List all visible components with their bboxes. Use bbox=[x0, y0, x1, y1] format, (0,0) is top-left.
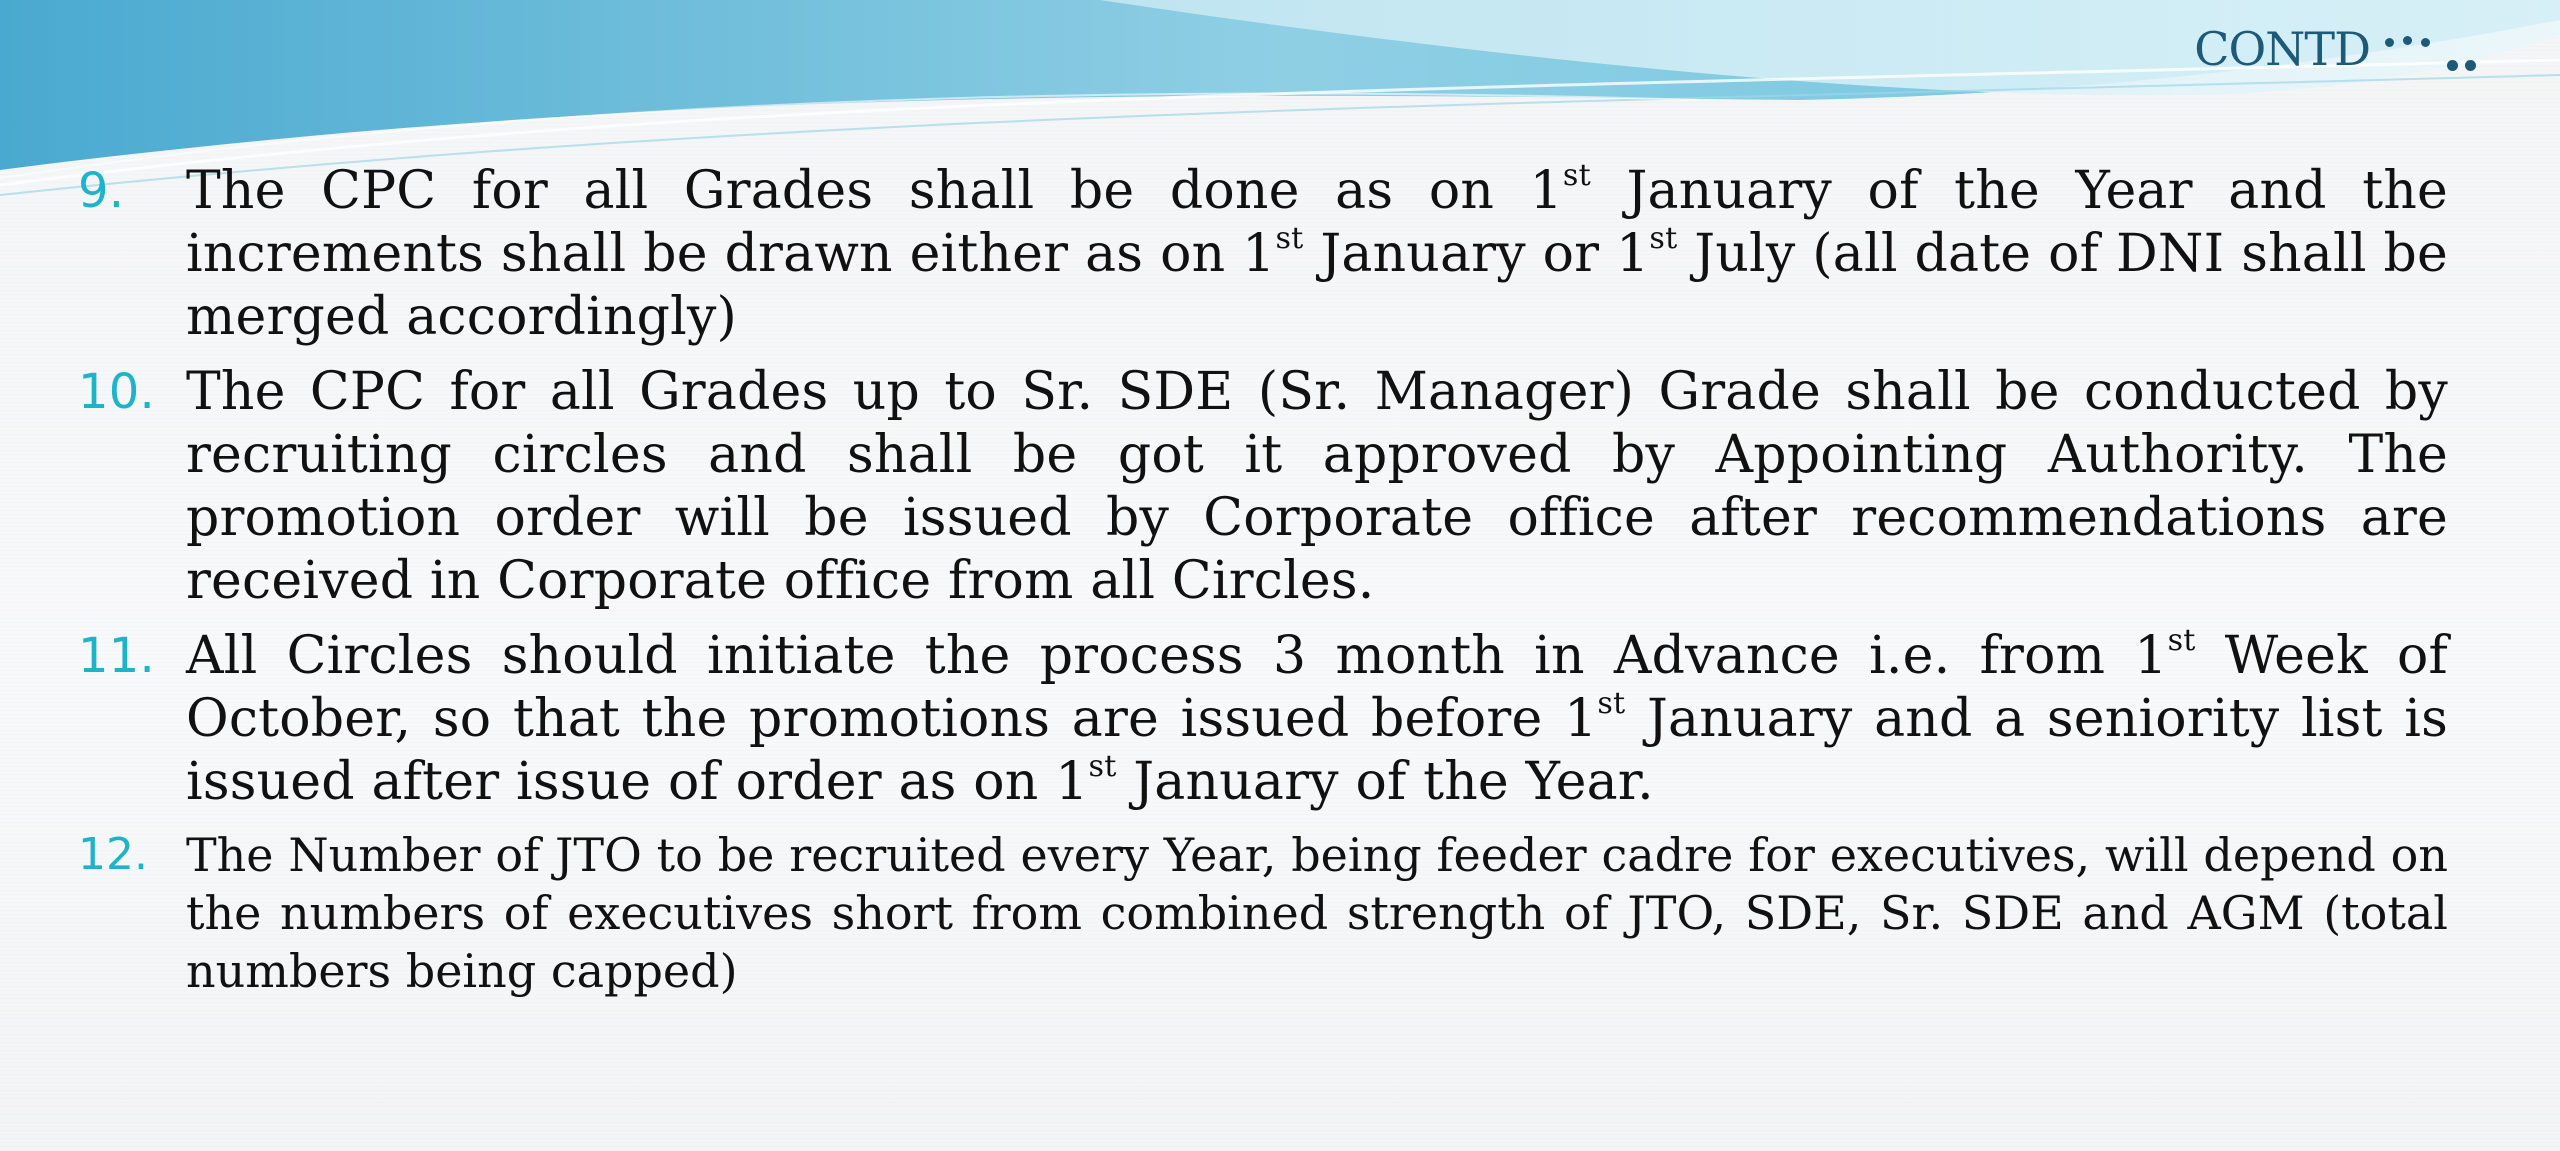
list-item bbox=[78, 160, 2448, 349]
list-item-number: 12. bbox=[78, 829, 148, 880]
list-item-text: The CPC for all Grades up to Sr. SDE (Sr. Manager) Grade shall be conducted by recruiting circles and shall be got it approved by Appointing Authority. The promotion order will be issued by Corporate office after recommendations are received in Corporate office from all Circles. bbox=[186, 362, 2448, 611]
slide-title: CONTD bbox=[2194, 22, 2370, 76]
list-item-number: 10. bbox=[78, 364, 155, 420]
list-item bbox=[78, 361, 2448, 613]
list-item bbox=[78, 625, 2448, 814]
list-item-text: The CPC for all Grades shall be done as on 1st January of the Year and the increments shall be drawn either as on 1st January or 1st July (all date of DNI shall be merged accordingly) bbox=[186, 158, 2448, 347]
ellipsis-dots-icon bbox=[2385, 30, 2495, 75]
list-item-text: All Circles should initiate the process 3 month in Advance i.e. from 1st Week of October, so that the promotions are issued before 1st January and a seniority list is issued after issue of order as on 1st January of the Year. bbox=[186, 623, 2448, 812]
list-item-number: 11. bbox=[78, 628, 155, 684]
numbered-list bbox=[78, 160, 2448, 1012]
list-item bbox=[78, 826, 2448, 1000]
list-item-text: The Number of JTO to be recruited every Year, being feeder cadre for executives, will depend on the numbers of executives short from combined strength of JTO, SDE, Sr. SDE and AGM (total numbers being capped) bbox=[186, 828, 2448, 998]
list-item-number: 9. bbox=[78, 163, 125, 219]
